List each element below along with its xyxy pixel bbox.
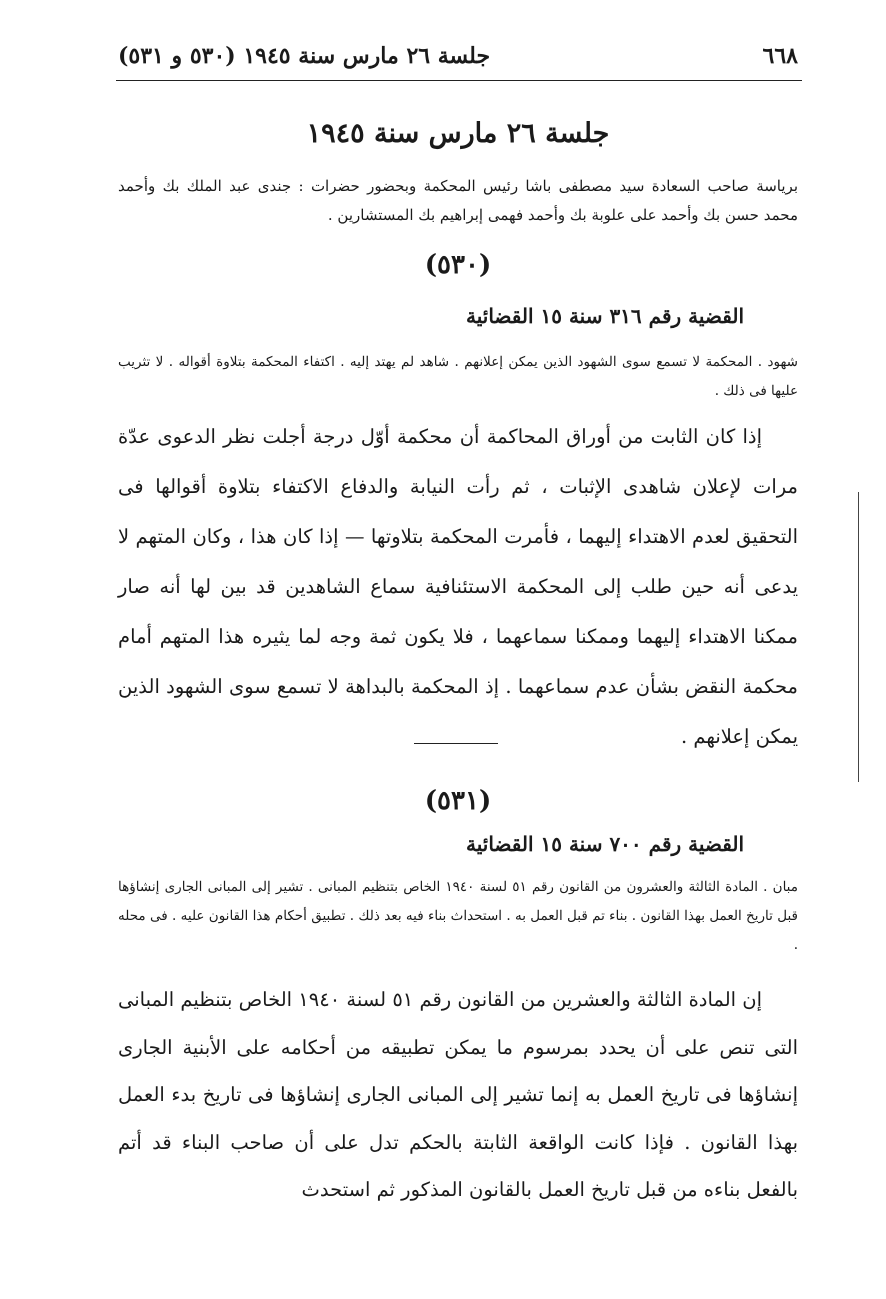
case-530-number: (٥٣٠): [424, 250, 492, 280]
running-head: [118, 36, 798, 76]
section-divider: [414, 743, 498, 744]
case-530-summary: شهود . المحكمة لا تسمع سوى الشهود الذين يمكن إعلانهم . شاهد لم يهتد إليه . اكتفاء المحكمة بتلاوة أقواله . لا تثريب عليها فى ذلك .: [118, 354, 798, 399]
case-530-title: القضية رقم ٣١٦ سنة ١٥ القضائية: [466, 304, 744, 328]
case-531-summary: مبان . المادة الثالثة والعشرون من القانون رقم ٥١ لسنة ١٩٤٠ الخاص بتنظيم المبانى . تشير إلى المبانى الجارى إنشاؤها قبل تاريخ العمل بهذا القانون . بناء تم قبل العمل به . استحداث بناء فيه بعد ذلك . تطبيق أحكام هذا القانون عليه . فى محله .: [118, 879, 798, 953]
running-head-title: جلسة ٢٦ مارس سنة ١٩٤٥ (٥٣٠ و ٥٣١): [118, 43, 491, 69]
margin-rule: [858, 492, 859, 782]
session-title: جلسة ٢٦ مارس سنة ١٩٤٥: [306, 118, 610, 149]
page-number: ٦٦٨: [762, 43, 798, 69]
presidency-paragraph: برياسة صاحب السعادة سيد مصطفى باشا رئيس المحكمة وبحضور حضرات : جندى عبد الملك بك وأحمد محمد حسن بك وأحمد على علوبة بك وأحمد فهمى إبراهيم بك المستشارين .: [118, 177, 798, 224]
case-531-title: القضية رقم ٧٠٠ سنة ١٥ القضائية: [466, 832, 744, 856]
header-rule: [116, 80, 802, 81]
case-531-body: إن المادة الثالثة والعشرين من القانون رقم ٥١ لسنة ١٩٤٠ الخاص بتنظيم المبانى التى تنص على أن يحدد بمرسوم ما يمكن تطبيقه من أحكامه على الأبنية الجارى إنشاؤها فى تاريخ العمل به إنما تشير إلى المبانى الجارى إنشاؤها فى تاريخ بدء العمل بهذا القانون . فإذا كانت الواقعة الثابتة بالحكم تدل على أن صاحب البناء قد أتم بالفعل بناءه من قبل تاريخ العمل بالقانون المذكور ثم استحدث: [118, 988, 798, 1201]
case-531-number: (٥٣١): [424, 786, 492, 816]
case-530-body: إذا كان الثابت من أوراق المحاكمة أن محكمة أوّل درجة أجلت نظر الدعوى عدّة مرات لإعلان شاهدى الإثبات ، ثم رأت النيابة والدفاع الاكتفاء بتلاوة أقوالها فى التحقيق لعدم الاهتداء إليهما ، فأمرت المحكمة بتلاوتها — إذا كان هذا ، وكان المتهم لا يدعى أنه حين طلب إلى المحكمة الاستئنافية سماع الشاهدين قد بين لها أنه صار ممكنا الاهتداء إليهما وممكنا سماعهما ، فلا يكون ثمة وجه لما يثيره هذا المتهم أمام محكمة النقض بشأن عدم سماعهما . إذ المحكمة بالبداهة لا تسمع سوى الشهود الذين يمكن إعلانهم .: [118, 425, 798, 748]
